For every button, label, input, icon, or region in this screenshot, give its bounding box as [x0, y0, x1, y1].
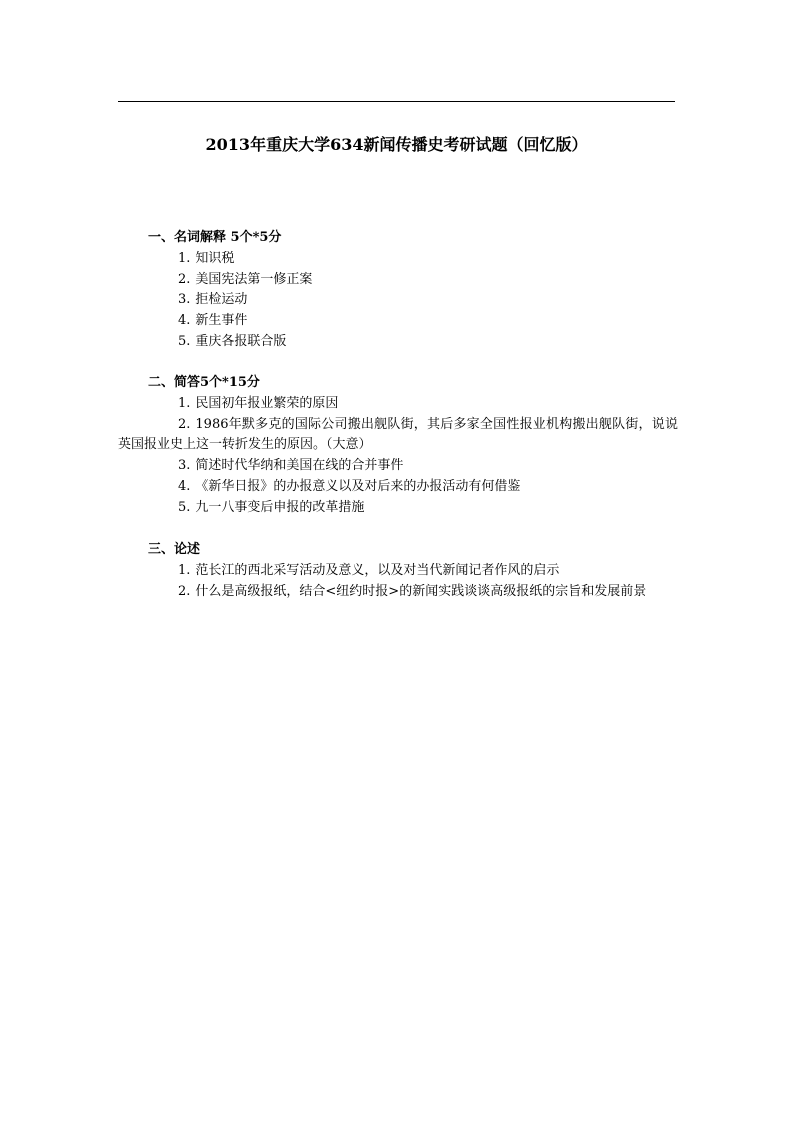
list-item [118, 332, 678, 353]
item-text: 1986年默多克的国际公司搬出舰队街，其后多家全国性报业机构搬出舰队街，说说英国报业史上这一转折发生的原因。（大意） [118, 416, 678, 453]
item-text: 新生事件 [195, 313, 248, 329]
item-number: 5. [178, 499, 191, 515]
item-number: 1. [178, 395, 191, 411]
list-item [118, 477, 678, 498]
item-number: 2. [178, 416, 191, 432]
item-text: 民国初年报业繁荣的原因 [195, 395, 339, 411]
section-heading: 三、论述 [148, 542, 201, 557]
item-text: 知识税 [195, 250, 235, 266]
item-text: 简述时代华纳和美国在线的合并事件 [195, 458, 404, 474]
list-item [118, 311, 678, 332]
list-item [118, 456, 678, 477]
item-text: 什么是高级报纸，结合<纽约时报>的新闻实践谈谈高级报纸的宗旨和发展前景 [195, 583, 647, 599]
item-text: 拒检运动 [195, 292, 248, 308]
header-rule [118, 101, 675, 102]
item-number: 5. [178, 333, 191, 349]
item-text: 范长江的西北采写活动及意义，以及对当代新闻记者作风的启示 [195, 562, 560, 578]
item-number: 3. [178, 458, 191, 474]
item-number: 1. [178, 250, 191, 266]
item-text: 重庆各报联合版 [195, 333, 287, 349]
list-item [118, 561, 678, 582]
section-heading: 二、简答5个*15分 [148, 375, 260, 390]
list-item [118, 415, 678, 457]
item-number: 2. [178, 271, 191, 287]
item-number: 2. [178, 583, 191, 599]
item-text: 美国宪法第一修正案 [195, 271, 313, 287]
list-item [118, 394, 678, 415]
item-number: 3. [178, 292, 191, 308]
item-text: 《新华日报》的办报意义以及对后来的办报活动有何借鉴 [195, 478, 521, 494]
item-number: 4. [178, 313, 191, 329]
list-item [118, 270, 678, 291]
list-item [118, 290, 678, 311]
item-text: 九一八事变后申报的改革措施 [195, 499, 365, 515]
list-item [118, 249, 678, 270]
section-terms [118, 228, 678, 353]
page-title: 2013年重庆大学634新闻传播史考研试题（回忆版） [205, 135, 588, 154]
item-number: 4. [178, 478, 191, 494]
section-short-answer [118, 373, 678, 519]
section-essay [118, 540, 678, 602]
list-item [118, 498, 678, 519]
list-item [118, 582, 678, 603]
section-heading: 一、名词解释 5个*5分 [148, 230, 282, 245]
item-number: 1. [178, 562, 191, 578]
